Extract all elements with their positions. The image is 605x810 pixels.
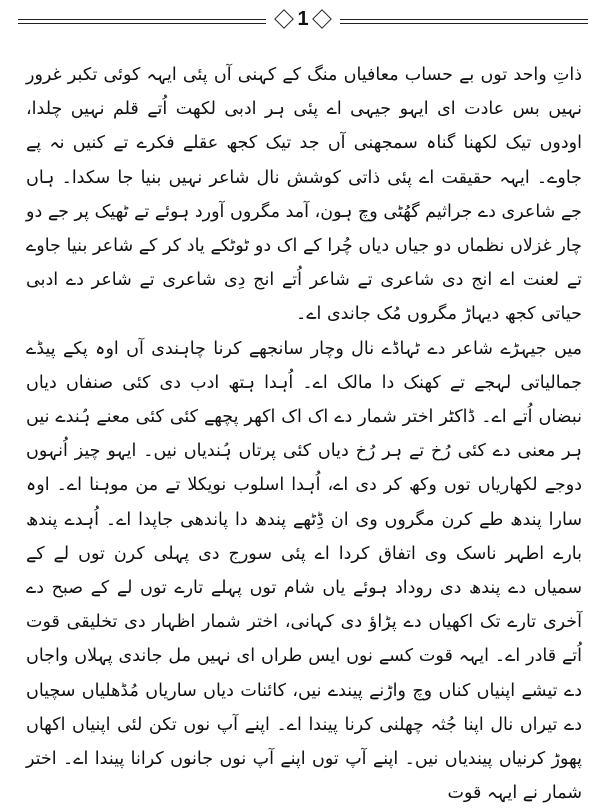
page-header [0,2,605,36]
header-rule-right-second [340,23,588,24]
header-rule-right [340,19,588,20]
paragraph: ذاتِ واحد توں بے حساب معافیاں منگ کے کہنی آں پئی ایہہ کوئی تکبر غرور نہیں بس عادت ای ایہو جیہی اے پئی ہر ادبی لکھت اُتے قلم نہیں چلدا، اودوں تیک لکھنا گناہ سمجھنی آں جد تیک کجھ عقلے فکرے تے کنیں نہ پے جاوے۔ ایہہ حقیقت اے پئی ذاتی کوشش نال شاعر نہیں بنیا جا سکدا۔ ہاں جے شاعری دے جراثیم گھُٹی وچ ہون، آمد مگروں آورد ہوئے تے ٹھیک پر جے دو چار غزلاں نظماں دو جیاں دیاں چُرا کے اک دو ٹوٹکے یاد کر کے شاعر بنیا جاوے تے لعنت اے انج دی شاعری تے شاعر اُتے انج دِی شاعری تے شاعر دے ادبی حیاتی کجھ دیہاڑ مگروں مُک جاندی اے۔ [26,65,582,325]
diamond-ornament-icon [312,9,332,29]
diamond-ornament-icon [275,9,295,29]
header-rule-left-second [18,23,266,24]
header-rule-left [18,19,266,20]
paragraph: میں جیہڑے شاعر دے ٹہاڈے نال وچار سانجھے کرنا چاہندی آں اوہ پکے پیڈے جمالیاتی لہجے تے کھنک دا مالک اے۔ اُہدا ہتھ ادب دی کئی صنفاں دیاں نبضاں اُتے اے۔ ڈاکٹر اختر شمار دے اک اک اکھر پچھے کئی کئی معنے ہُندے نیں ہر معنی دے کئی رُخ تے ہر رُخ دیاں کئی پرتاں ہُندیاں نیں۔ ایہو چیز اُنہوں دوجے لکھاریاں توں وکھ کر دی اے، اُہدا اسلوب نویکلا تے من موہنا اے۔ اوہ سارا پندھ طے کرن مگروں وی ان ڈِٹھے پندھ دا پاندھی جاپدا اے۔ اُہدے پندھ بارے اطہر ناسک وی اتفاق کردا اے پئی سورج دی پہلی کرن توں لے کے سمیاں دے پندھ دی روداد ہوئے یاں شام توں پہلے تارے توں لے کے صبح دے آخری تارے تک اکھیاں دے پڑاؤ دی کہانی، اختر شمار اظہار دی تخلیقی قوت اُتے قادر اے۔ ایہہ قوت کسے نوں ایس طراں ای نہیں مل جاندی پہلاں واجاں دے تیشے اپنیاں کناں وچ واڑنے پیندے نیں، کائنات دیاں ساریاں مُڈھلیاں سچیاں دے تیراں نال اپنا جُثہ چھلنی کرنا پیندا اے۔ اپنے آپ نوں تکن لئی اپنیاں اکھاں پھوڑ کرنیاں پیندیاں نیں۔ اپنے آپ توں اپنے آپ نوں جانوں کرانا پیندا اے۔ اختر شمار نے ایہہ قوت [26,338,582,804]
page-body [26,58,582,810]
page-number-frame [266,4,340,34]
page-number: 1 [297,7,309,30]
